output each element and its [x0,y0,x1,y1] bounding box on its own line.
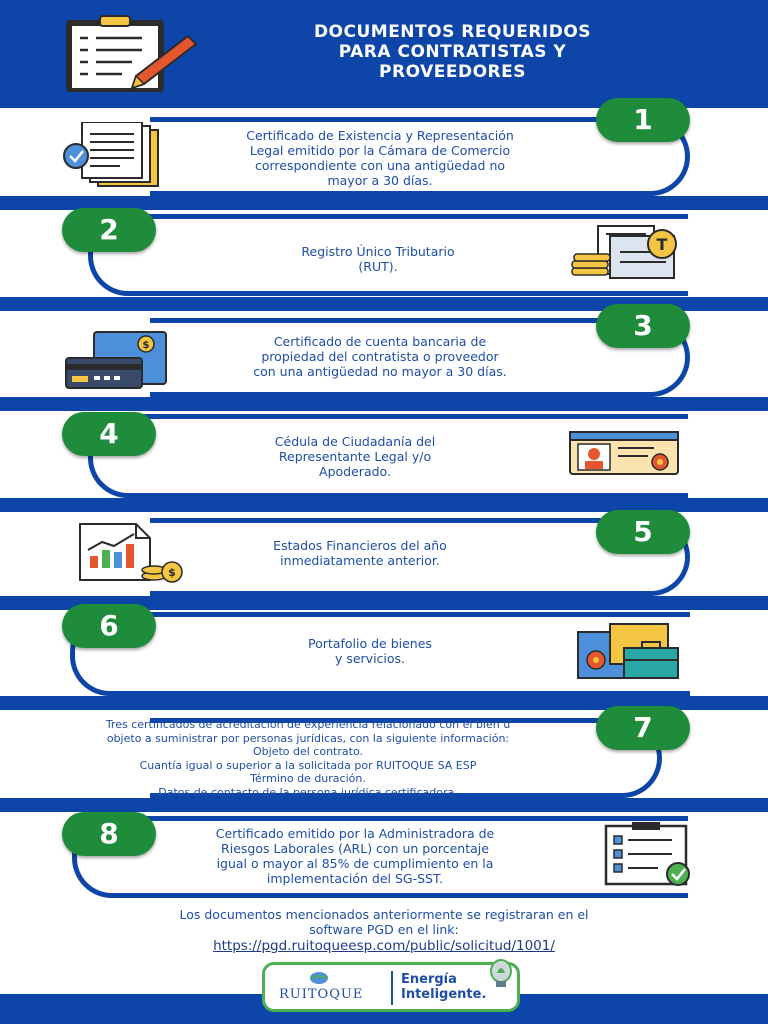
clipboard-pencil-icon [62,14,202,94]
svg-text:$: $ [142,340,150,351]
step-1-badge: 1 [596,98,690,142]
pgd-link[interactable]: https://pgd.ruitoqueesp.com/public/solicitud/1001/ [213,938,555,954]
step-2-text: Registro Único Tributario (RUT). [301,244,455,274]
svg-text:$: $ [168,566,176,579]
title-line-1: DOCUMENTOS REQUERIDOS [313,22,592,42]
step-2-badge: 2 [62,208,156,252]
bank-card-icon [64,330,170,390]
title-line-3: PROVEEDORES [379,62,526,82]
step-4-text: Cédula de Ciudadanía del Representante Legal y/o Apoderado. [274,434,436,479]
footer-note: Los documentos mencionados anteriormente se registraran en el software PGD en el link: [179,907,589,937]
svg-text:T: T [656,235,668,254]
bulb-icon [487,959,515,989]
logo-divider [391,971,393,1005]
step-5-text: Estados Financieros del año inmediatamente anterior. [273,538,447,568]
logo-brand: RUITOQUE [279,987,364,1002]
step-1-text: Certificado de Existencia y Representación Legal emitido por la Cámara de Comercio correspondiente con una antigüedad no mayor a 30 días. [246,128,514,188]
financial-chart-icon [76,522,186,584]
tax-coins-icon [570,222,690,282]
step-8-badge: 8 [62,812,156,856]
ruitoque-mark-icon [309,971,329,985]
step-8-text: Certificado emitido por la Administradora de Riesgos Laborales (ARL) con un porcentaje igual o mayor al 85% de cumplimiento en la implementación del SG-SST. [215,826,495,886]
portfolio-icon [576,622,684,682]
separator-band [0,397,768,411]
separator-band [0,798,768,812]
checklist-icon [602,822,698,886]
logo-tagline: Energía Inteligente. [401,972,487,1002]
step-6-badge: 6 [62,604,156,648]
step-7-text: Tres certificados de acreditación de experiencia relacionado con el bien u objeto a suministrar por personas jurídicas, con la siguiente información: Objeto del contrato. Cuantía igual o superior a la solicitada por RUITOQUE SA ESP Término de duración. Datos de contacto de la persona jurídica certificadora. [105,718,511,799]
step-4-badge: 4 [62,412,156,456]
step-3-text: Certificado de cuenta bancaria de propiedad del contratista o proveedor con una antigüedad no mayor a 30 días. [253,334,507,379]
documents-check-icon [60,122,170,190]
step-5-badge: 5 [596,510,690,554]
step-7-badge: 7 [596,706,690,750]
step-6-text: Portafolio de bienes y servicios. [308,636,432,666]
title-line-2: PARA CONTRATISTAS Y [338,42,567,62]
page-title [230,22,675,82]
ruitoque-logo [262,962,520,1012]
step-3-badge: 3 [596,304,690,348]
id-card-icon [568,430,680,476]
